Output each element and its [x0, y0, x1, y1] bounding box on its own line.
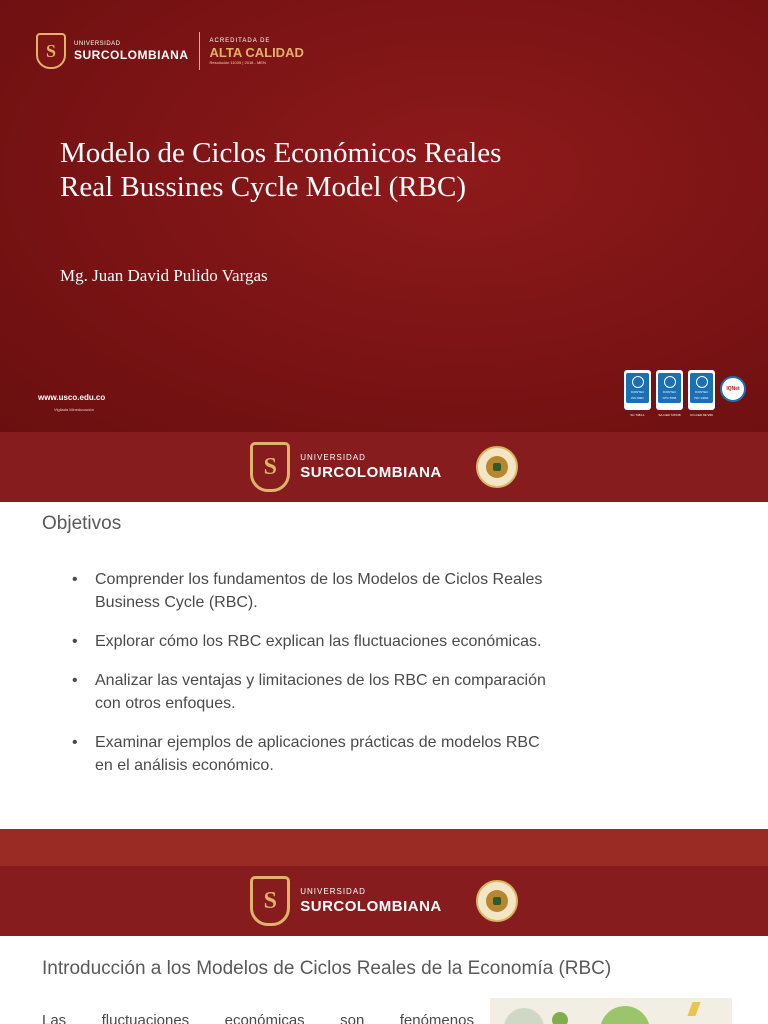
list-item-line: Analizar las ventajas y limitaciones de los RBC en comparación: [95, 672, 546, 689]
paragraph-word: Las: [42, 1012, 67, 1024]
university-small-label: UNIVERSIDAD: [300, 887, 366, 896]
icontec-logo-icon: [632, 376, 644, 388]
slide-title: [60, 136, 700, 204]
iqnet-logo-icon: IQNet: [720, 376, 746, 402]
cert-code: SC 7384-1: [630, 413, 645, 417]
accreditation-top: ACREDITADA DE: [209, 37, 271, 44]
icontec-logo-icon: [664, 376, 676, 388]
university-shield-icon: S: [250, 442, 290, 492]
university-wordmark: [74, 41, 189, 61]
cert-label: ICONTEC: [630, 390, 645, 394]
cert-standard: ISO 14001: [694, 396, 709, 400]
certification-badge: [688, 370, 715, 417]
slide-banner-objetivos: [0, 432, 768, 502]
accreditation-badge: [210, 38, 304, 65]
author-name: Mg. Juan David Pulido Vargas: [60, 266, 268, 285]
national-seal-icon: [476, 880, 518, 922]
intro-paragraph: [42, 1012, 474, 1024]
list-item-line: en el análisis económico.: [95, 757, 274, 774]
university-brand: [36, 32, 304, 70]
certification-badges: [624, 370, 746, 417]
university-wordmark: [300, 888, 442, 914]
certification-badge: [624, 370, 651, 417]
title-slide: [0, 0, 768, 432]
section-title-introduccion: Introducción a los Modelos de Ciclos Reales de la Economía (RBC): [42, 958, 612, 979]
accreditation-sub: Resolución 11035 | 2018 - MEN: [209, 59, 266, 65]
university-small-label: UNIVERSIDAD: [74, 41, 121, 47]
title-line-2: Real Bussines Cycle Model (RBC): [60, 171, 466, 203]
vigilada-label: Vigilada Mineducación: [54, 407, 94, 412]
list-item-line: con otros enfoques.: [95, 695, 236, 712]
university-shield-icon: S: [36, 33, 66, 69]
objectives-list: [70, 568, 650, 777]
list-item: [70, 630, 650, 653]
university-name: SURCOLOMBIANA: [74, 48, 189, 62]
slide-banner-introduccion: [0, 866, 768, 936]
list-item: [70, 669, 650, 715]
university-small-label: UNIVERSIDAD: [300, 453, 366, 462]
list-item: [70, 568, 650, 614]
bullet-icon: •: [72, 571, 78, 588]
cert-code: CO-CER 697239: [690, 413, 713, 417]
cert-code: SA-CER 729728: [658, 413, 681, 417]
cert-label: ICONTEC: [662, 390, 677, 394]
university-name: SURCOLOMBIANA: [300, 464, 442, 481]
title-line-1: Modelo de Ciclos Económicos Reales: [60, 137, 502, 169]
university-name: SURCOLOMBIANA: [300, 898, 442, 915]
icontec-logo-icon: [696, 376, 708, 388]
bullet-icon: •: [72, 633, 78, 650]
list-item: [70, 731, 650, 777]
slide-separator-strip: [0, 829, 768, 866]
cert-standard: ISO 9001: [631, 396, 644, 400]
list-item-line: Business Cycle (RBC).: [95, 594, 258, 611]
national-seal-icon: [476, 446, 518, 488]
certification-badge: [656, 370, 683, 417]
paragraph-word: fluctuaciones: [101, 1012, 190, 1024]
bullet-icon: •: [72, 734, 78, 751]
university-wordmark: [300, 454, 442, 480]
paragraph-word: son: [340, 1012, 365, 1024]
accreditation-main: ALTA CALIDAD: [209, 44, 304, 60]
university-shield-icon: S: [250, 876, 290, 926]
section-title-objetivos: Objetivos: [42, 513, 122, 534]
bullet-icon: •: [72, 672, 78, 689]
list-item-line: Examinar ejemplos de aplicaciones prácticas de modelos RBC: [95, 734, 540, 751]
paragraph-word: fenómenos: [399, 1012, 474, 1024]
list-item-line: Explorar cómo los RBC explican las fluctuaciones económicas.: [95, 633, 542, 650]
cert-standard: NTC 5555: [662, 396, 677, 400]
paragraph-word: económicas: [224, 1012, 305, 1024]
list-item-line: Comprender los fundamentos de los Modelos de Ciclos Reales: [95, 571, 543, 588]
brand-divider: [199, 32, 200, 70]
website-link[interactable]: www.usco.edu.co: [38, 393, 106, 402]
economy-illustration: [490, 998, 732, 1024]
cert-label: ICONTEC: [694, 390, 709, 394]
